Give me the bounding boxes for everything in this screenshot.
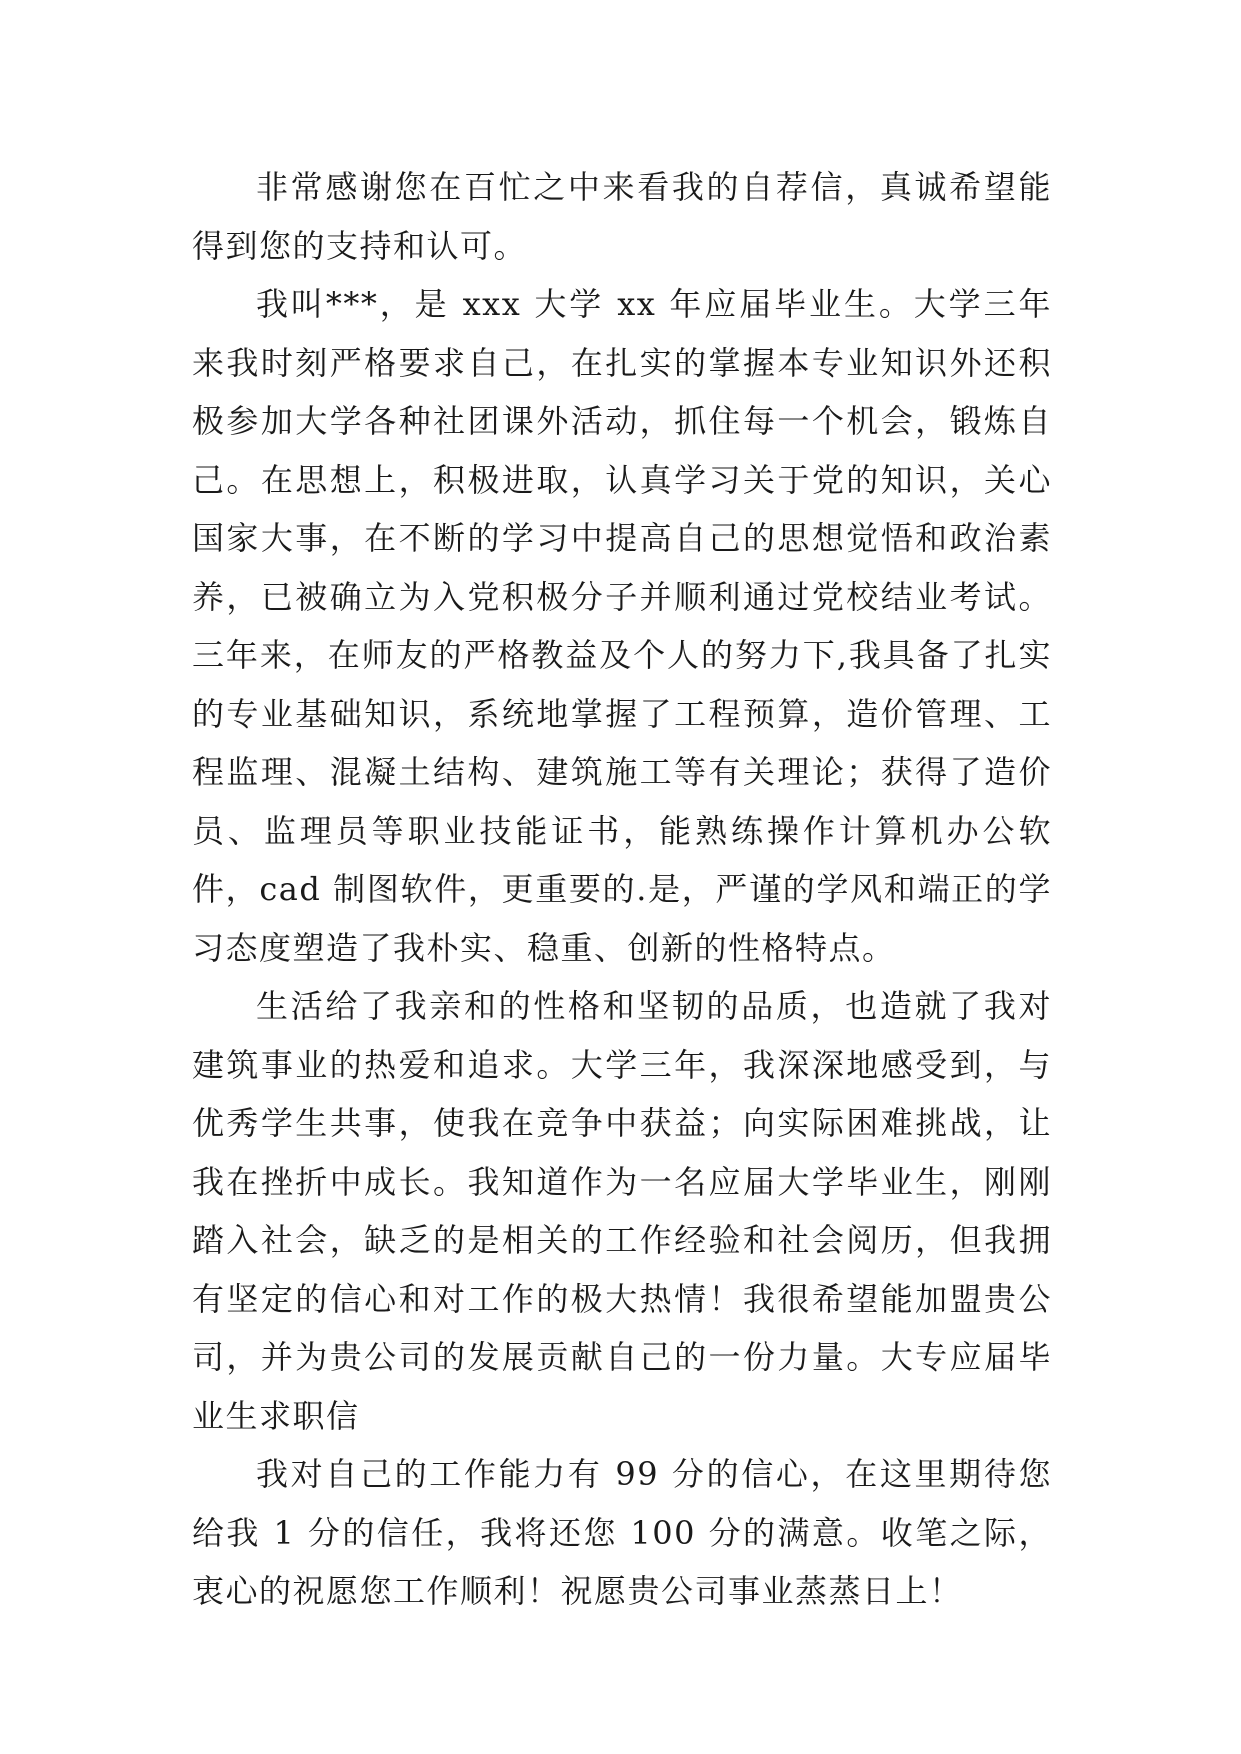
paragraph-experience: 生活给了我亲和的性格和坚韧的品质，也造就了我对建筑事业的热爱和追求。大学三年，我深深地感受到，与优秀学生共事，使我在竞争中获益；向实际困难挑战，让我在挫折中成长。我知道作为一名应届大学毕业生，刚刚踏入社会，缺乏的是相关的工作经验和社会阅历，但我拥有坚定的信心和对工作的极大热情！我很希望能加盟贵公司，并为贵公司的发展贡献自己的一份力量。大专应届毕业生求职信 (192, 987, 1052, 1435)
paragraph-introduction: 我叫***，是 xxx 大学 xx 年应届毕业生。大学三年来我时刻严格要求自己，在扎实的掌握本专业知识外还积极参加大学各种社团课外活动，抓住每一个机会，锻炼自己。在思想上，积极进取，认真学习关于党的知识，关心国家大事，在不断的学习中提高自己的思想觉悟和政治素养，已被确立为入党积极分子并顺利通过党校结业考试。三年来，在师友的严格教益及个人的努力下,我具备了扎实的专业基础知识，系统地掌握了工程预算，造价管理、工程监理、混凝土结构、建筑施工等有关理论；获得了造价员、监理员等职业技能证书，能熟练操作计算机办公软件，cad 制图软件，更重要的.是，严谨的学风和端正的学习态度塑造了我朴实、稳重、创新的性格特点。 (192, 285, 1052, 967)
paragraph-closing: 我对自己的工作能力有 99 分的信心，在这里期待您给我 1 分的信任，我将还您 100 分的满意。收笔之际，衷心的祝愿您工作顺利！祝愿贵公司事业蒸蒸日上！ (192, 1455, 1052, 1610)
paragraph-gratitude: 非常感谢您在百忙之中来看我的自荐信，真诚希望能得到您的支持和认可。 (192, 168, 1052, 265)
letter-body (192, 158, 1052, 1621)
